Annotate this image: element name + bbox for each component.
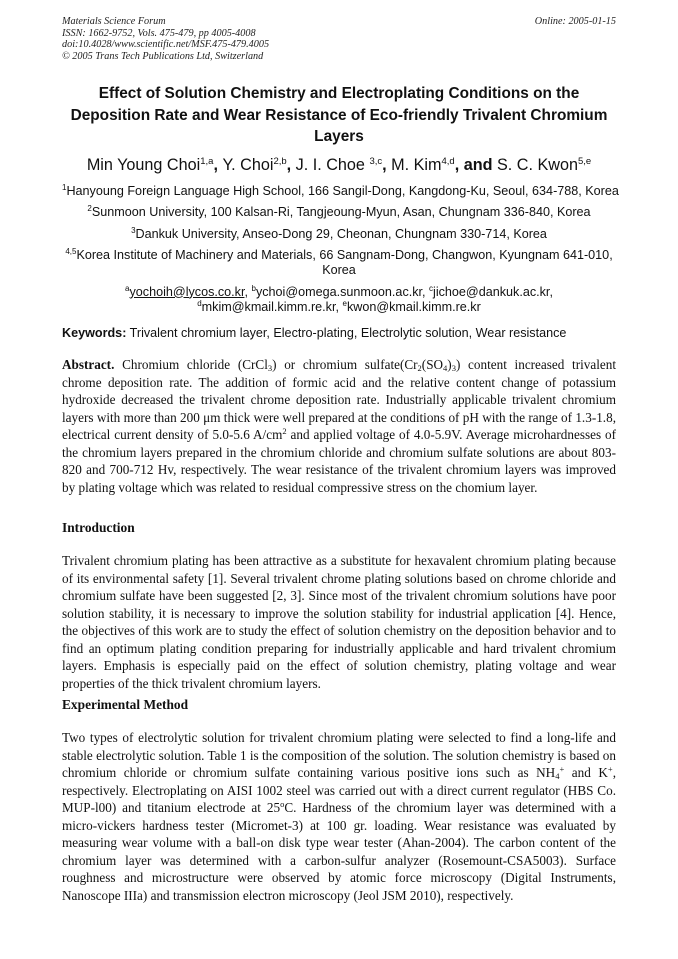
email-link-a[interactable]: yochoih@lycos.co.kr <box>129 284 245 299</box>
online-date: Online: 2005-01-15 <box>534 16 616 27</box>
abstract-text: ) or chromium sulfate(Cr <box>272 357 418 372</box>
experimental-text: and K <box>564 765 608 780</box>
affiliation-text: Korea Institute of Machinery and Materials, 66 Sangnam-Dong, Changwon, Kyungnam 641-010, Korea <box>76 248 613 278</box>
email-list: $^a$yochoih@lycos.co.kr, $^b$ychoi@omega.sunmoon.ac.kr, $^c$jichoe@dankuk.ac.kr, $^d$mkim@kmail.kimm.re.kr, $^e$kwon@kmail.kimm.re.kr <box>125 283 553 314</box>
abstract-text: (SO <box>421 357 444 372</box>
affiliation-2 <box>62 205 616 220</box>
author-sup: 2,b <box>273 156 287 167</box>
journal-issn: ISSN: 1662-9752, Vols. 475-479, pp 4005-4008 <box>62 27 256 39</box>
author-sep: , <box>286 156 296 174</box>
introduction-body: Trivalent chromium plating has been attractive as a substitute for hexavalent chromium plating because of its environmental safety [1]. Several trivalent chrome plating solutions based on chrome chloride and chromium sulfate have been suggested [2, 3]. Since most of the trivalent chromium solutions have poor solution stability, it is necessary to improve the solution stability for industrial application [4]. Hence, the objectives of this work are to study the effect of solution chemistry on the deposition behavior and to find an optimum plating condition preparing for industrially applicable and hard trivalent chromium layers. Emphasis is especially paid on the effect of solution chemistry, plating voltage and wear properties of the thick trivalent chromium layers. <box>62 553 616 691</box>
abstract: Abstract. Chromium chloride (CrCl$_3$) or chromium $sulfate(Cr_2(SO_4)_3)$ content increased trivalent chrome deposition rate. The addition of formic acid and the relative content change of potassium hydroxide decreased the trivalent chrome deposition rate. Industrially applicable trivalent chromium layers with more than 200 μm thick were well prepared at the conditions of pH with the range of 1.3-1.8, electrical current density of 5.0-5.6 $A/cm^2$ and applied voltage of 4.0-5.9V. Average microhardnesses of the chromium layers prepared in the chromium chloride and chromium sulfate solutions are about 803-820 and 700-712 Hv, respectively. The wear resistance of the trivalent chromium layers was improved by plating voltage which was related to residual compressive stress on the chomium layer. <box>62 357 616 495</box>
experimental-text: , respectively. Electroplating on AISI 1002 steel was carried out with a direct current regulator (HBS Co. MUP-l00) and titanium electrode at 25 <box>62 765 616 815</box>
journal-doi: doi:10.4028/www.scientific.net/MSF.475-479.4005 <box>62 39 270 51</box>
author-name: Y. Choi <box>222 156 274 174</box>
keywords-label: Keywords: <box>62 326 127 340</box>
author-sup: 1,a <box>200 156 214 167</box>
author-name: S. C. Kwon <box>496 156 578 174</box>
experimental-text: Two types of electrolytic solution for trivalent chromium plating were selected to find a long-life and stable electrolytic solution. Table 1 is the composition of the solution. The solution chemistry is based on chromium chloride or chromium sulfate containing various positive ions such as NH <box>62 730 616 780</box>
journal-name: Materials Science Forum <box>62 16 166 27</box>
email-c: jichoe@dankuk.ac.kr <box>433 284 550 299</box>
affiliation-text: Dankuk University, Anseo-Dong 29, Cheonan, Chungnam 330-714, Korea <box>135 226 547 241</box>
abstract-label: Abstract. <box>62 357 115 372</box>
author-name: M. Kim <box>391 156 442 174</box>
author-sup: 5,e <box>577 156 592 167</box>
affiliation-1 <box>62 183 619 199</box>
author-list <box>62 155 616 175</box>
paper-title: Effect of Solution Chemistry and Electroplating Conditions on the Deposition Rate and Wear Resistance of Eco-friendly Trivalent Chromium Layers <box>70 85 608 145</box>
affiliation-text: Hanyoung Foreign Language High School, 166 Sangil-Dong, Kangdong-Ku, Seoul, 634-788, Korea <box>66 184 619 198</box>
affiliation-sup: 4,5 <box>65 247 77 257</box>
author-sep: , <box>382 156 392 174</box>
author-sep: , and <box>454 156 497 174</box>
email-b: ychoi@omega.sunmoon.ac.kr <box>255 284 423 299</box>
abstract-text: ) content increased trivalent chrome deposition rate. The addition of formic acid and the relative content change of potassium hydroxide decreased the trivalent chrome deposition rate. Industrially applicable trivalent chromium layers with more than 200 μm thick were well prepared at the conditions of pH with the range of 1.3-1.8, electrical current density of 5.0-5.6 A/cm <box>62 357 616 442</box>
email-d: mkim@kmail.kimm.re.kr <box>201 299 336 314</box>
keywords <box>62 325 616 341</box>
experimental-text: C. Hardness of the chromium layer was determined with a micro-vickers hardness tester (Micromet-3) at 100 gr. loading. Wear resistance was evaluated by measuring wear volume with a ball-on disk type wear tester (Ahan-2004). The carbon content of the chromium layer was determined with a carbon-sulfur analyzer (Rosemount-CSA5003). Surface roughness and microstructure were observed by atomic force microscopy (Digital Instruments, Nanoscope IIIa) and transmission electron microscopy (Jeol JSM 2010), respectively. <box>62 800 616 903</box>
email-e: kwon@kmail.kimm.re.kr <box>346 299 481 314</box>
abstract-text: and applied voltage of 4.0-5.9V. Average microhardnesses of the chromium layers prepared in the chromium chloride and chromium sulfate solutions are about 803-820 and 700-712 Hv, respectively. The wear resistance of the trivalent chromium layers was improved by plating voltage which was related to residual compressive stress on the chomium layer. <box>62 427 616 495</box>
author-name: J. I. Choe <box>295 156 370 174</box>
experimental-body: Two types of electrolytic solution for trivalent chromium plating were selected to find a long-life and stable electrolytic solution. Table 1 is the composition of the solution. The solution chemistry is based on chromium chloride or chromium sulfate containing various positive ions such as $NH_4^+$ and K+, respectively. Electroplating on AISI 1002 steel was carried out with a direct current regulator (HBS Co. MUP-l00) and titanium electrode at 25$^o$C. Hardness of the chromium layer was determined with a micro-vickers hardness tester (Micromet-3) at 100 gr. loading. Wear resistance was evaluated by measuring wear volume with a ball-on disk type wear tester (Ahan-2004). The carbon content of the chromium layer was determined with a carbon-sulfur analyzer (Rosemount-CSA5003). Surface roughness and microstructure were observed by atomic force microscopy (Digital Instruments, Nanoscope IIIa) and transmission electron microscopy (Jeol JSM 2010), respectively. <box>62 730 616 903</box>
author-sep: , <box>213 156 223 174</box>
affiliations <box>62 183 619 315</box>
author-sup: 4,d <box>441 156 455 167</box>
affiliation-sup: 1 <box>62 183 67 192</box>
abstract-text: Chromium chloride (CrCl <box>114 357 268 372</box>
affiliation-sup: 2 <box>87 204 92 214</box>
journal-header <box>62 16 616 62</box>
journal-copyright: © 2005 Trans Tech Publications Ltd, Switzerland <box>62 50 264 62</box>
author-sup: 3,c <box>369 156 383 167</box>
author-name: Min Young Choi <box>86 156 201 174</box>
affiliation-sup: 3 <box>131 225 136 235</box>
affiliation-4 <box>62 248 616 278</box>
keywords-text: Trivalent chromium layer, Electro-plating, Electrolytic solution, Wear resistance <box>126 326 567 340</box>
affiliation-3 <box>62 227 616 242</box>
section-heading-introduction: Introduction <box>62 520 135 535</box>
affiliation-text: Sunmoon University, 100 Kalsan-Ri, Tangjeoung-Myun, Asan, Chungnam 336-840, Korea <box>91 205 591 220</box>
section-heading-experimental: Experimental Method <box>62 697 189 712</box>
